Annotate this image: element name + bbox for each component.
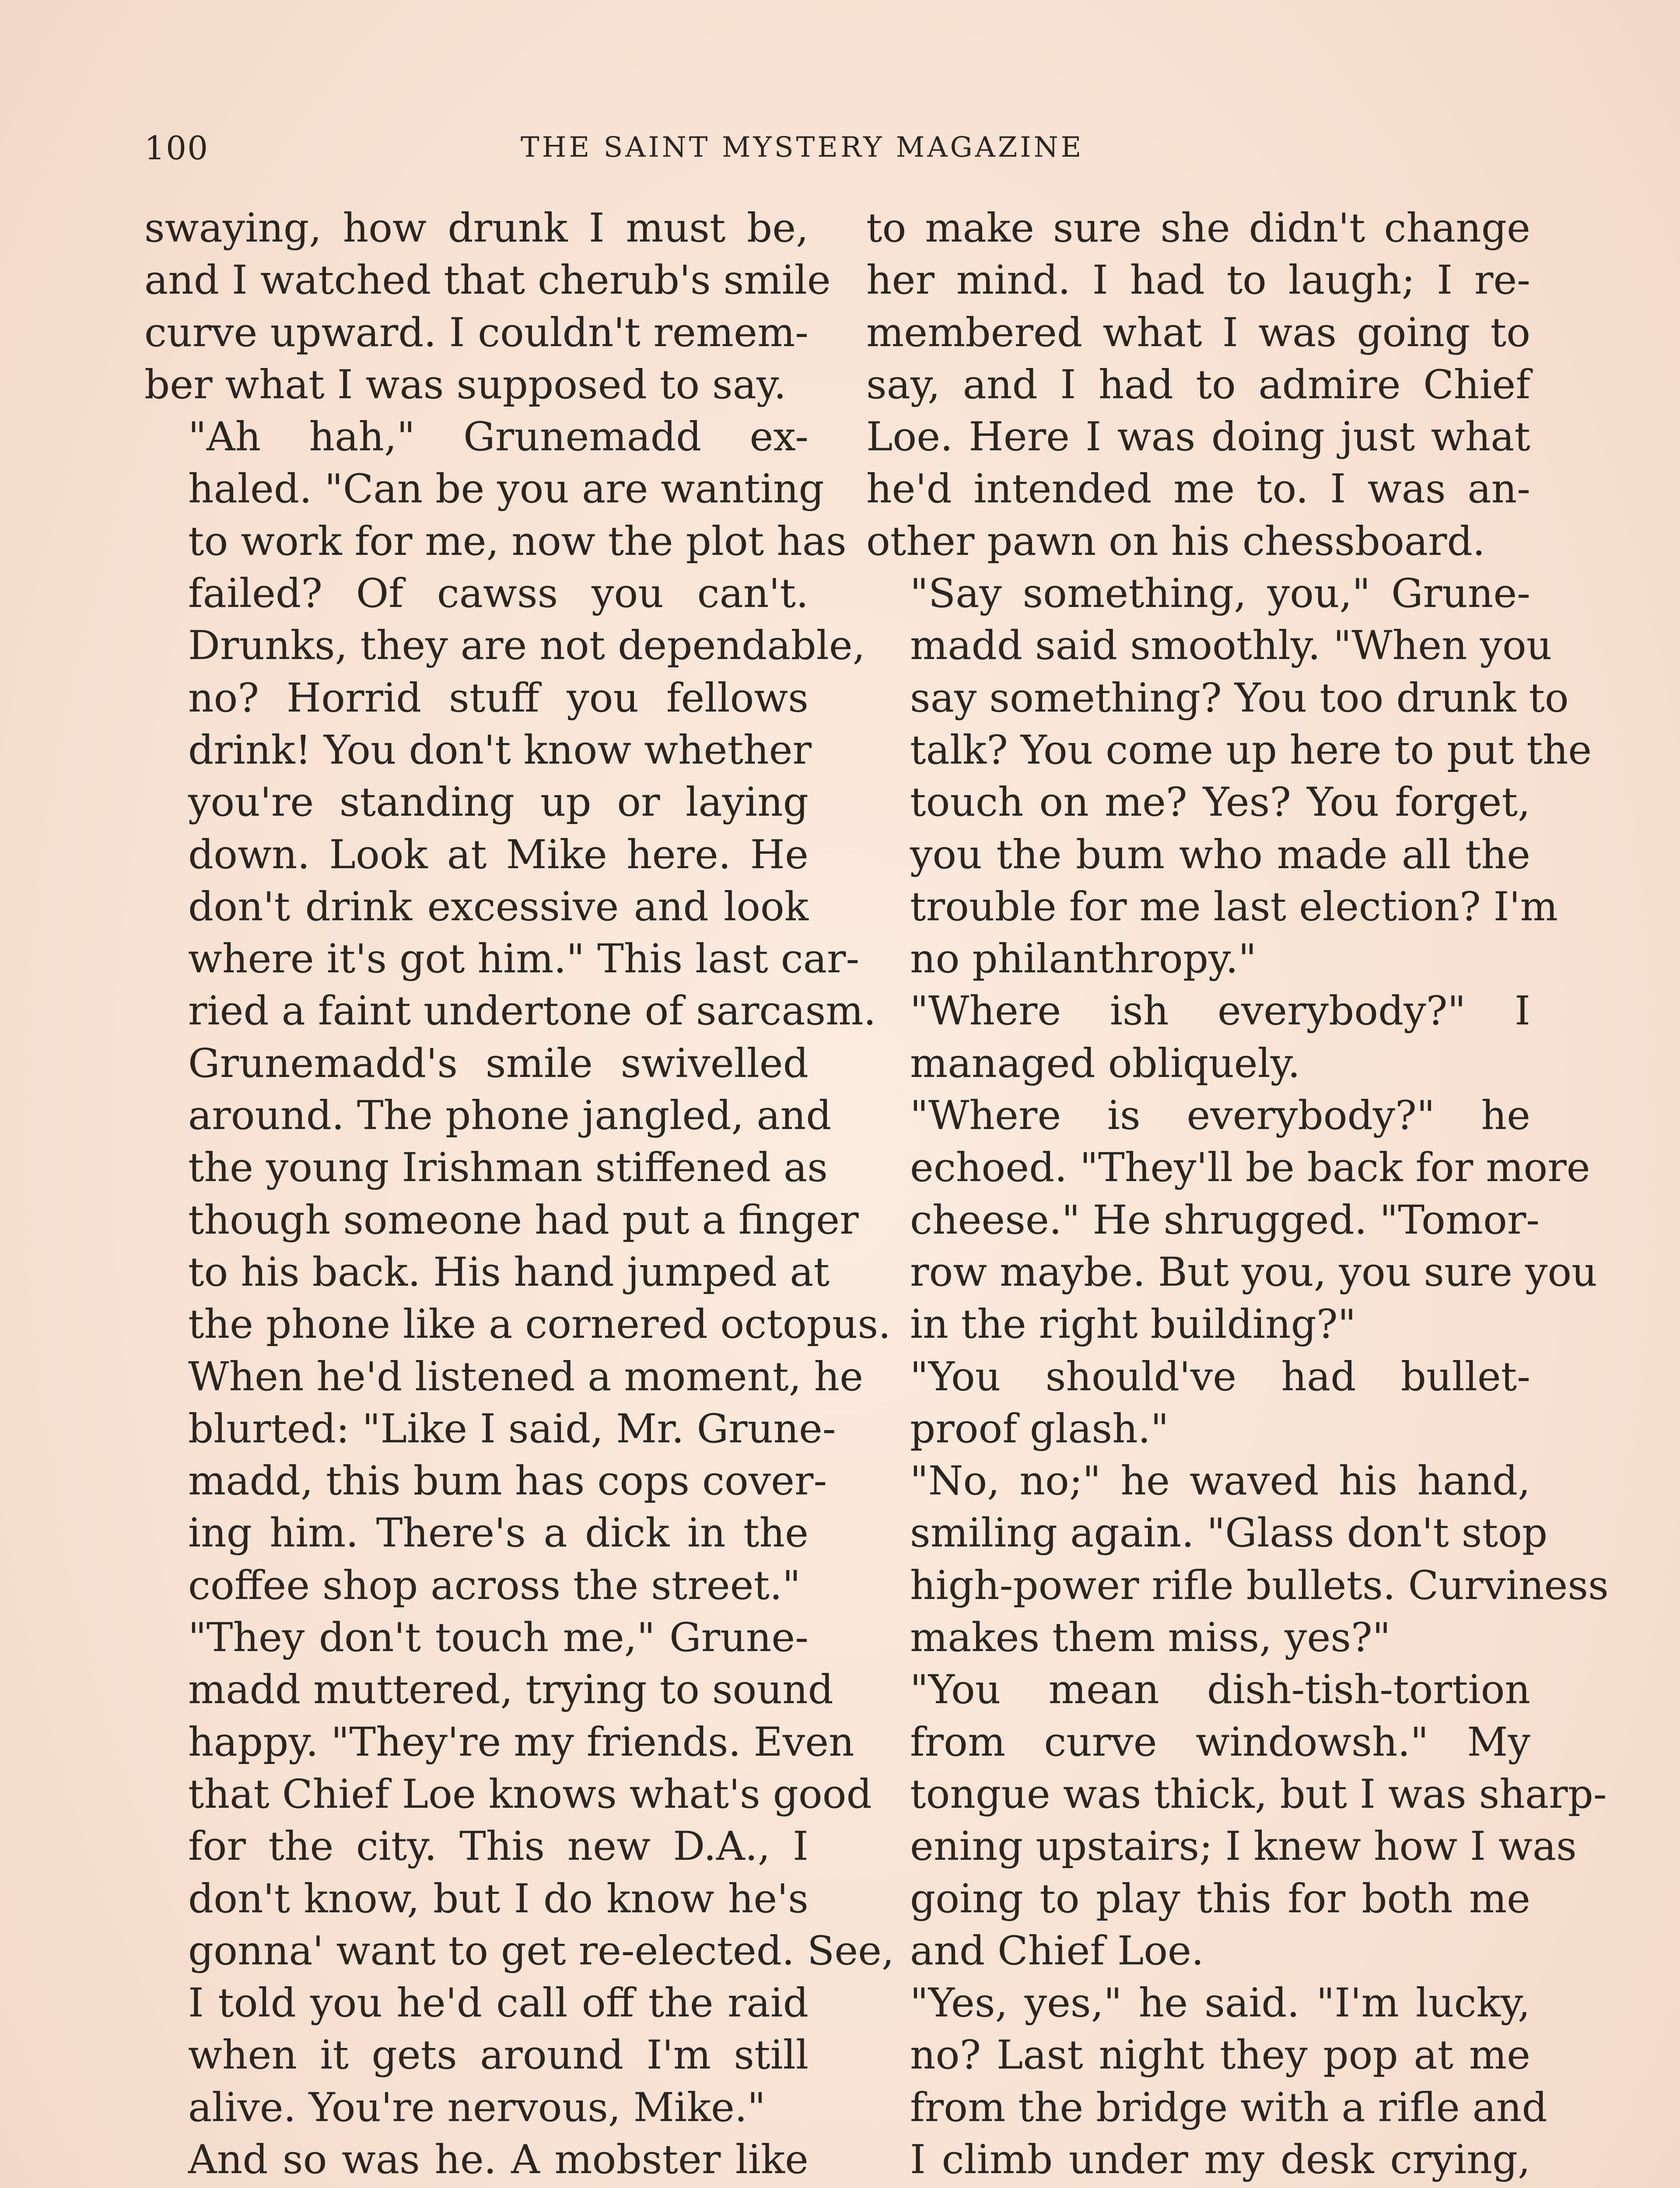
text-line: in the right building?": [910, 1301, 1356, 1348]
text-line: say something? You too drunk to: [910, 675, 1569, 721]
text-line: gonna' want to get re-elected. See,: [188, 1928, 894, 1974]
text-line: to make sure she didn't change: [866, 205, 1530, 251]
text-line: proof glash.": [910, 1406, 1169, 1452]
page-number: 100: [144, 130, 209, 167]
text-line: membered what I was going to: [866, 309, 1530, 356]
paragraph: [144, 411, 876, 1038]
paragraph: [866, 1090, 1597, 1350]
text-line: smiling again. "Glass don't stop: [910, 1510, 1548, 1557]
text-line: that Chief Loe knows what's good: [188, 1771, 872, 1817]
text-line: I told you he'd call off the raid: [188, 1980, 808, 2027]
text-line: curve upward. I couldn't remem-: [144, 309, 808, 356]
text-line: don't drink excessive and look: [188, 884, 808, 930]
paragraph: [144, 1038, 891, 1612]
text-line: "Ah hah," Grunemadd ex-: [188, 414, 808, 460]
text-line: "They don't touch me," Grune-: [188, 1615, 808, 1661]
text-line: blurted: "Like I said, Mr. Grune-: [188, 1406, 836, 1452]
text-line: to work for me, now the plot has: [188, 518, 847, 565]
text-line: down. Look at Mike here. He: [188, 831, 808, 878]
text-line: trouble for me last election? I'm: [910, 884, 1558, 930]
text-line: drink! You don't know whether: [188, 727, 812, 773]
text-line: alive. You're nervous, Mike.": [188, 2084, 766, 2131]
text-line: going to play this for both me: [910, 1876, 1530, 1922]
text-line: madd muttered, trying to sound: [188, 1667, 833, 1713]
text-line: her mind. I had to laugh; I re-: [866, 257, 1530, 304]
text-line: cheese." He shrugged. "Tomor-: [910, 1197, 1540, 1243]
text-line: from the bridge with a rifle and: [910, 2084, 1547, 2131]
text-line: Grunemadd's smile swivelled: [188, 1040, 808, 1087]
paragraph: [866, 1455, 1609, 1664]
text-line: say, and I had to admire Chief: [866, 361, 1530, 408]
text-line: madd, this bum has cops cover-: [188, 1458, 827, 1504]
paragraph: [866, 202, 1530, 568]
text-line: talk? You come up here to put the: [910, 727, 1592, 773]
text-line: When he'd listened a moment, he: [188, 1353, 864, 1400]
text-line: no philanthropy.": [910, 936, 1257, 982]
text-line: [144, 2186, 808, 2188]
paragraph: [866, 1664, 1607, 1977]
text-line: ening upstairs; I knew how I was: [910, 1823, 1577, 1870]
text-line: managed obliquely.: [910, 1040, 1301, 1087]
text-line: don't know, but I do know he's: [188, 1876, 808, 1922]
paragraph: [866, 568, 1592, 985]
text-line: ried a faint undertone of sarcasm.: [188, 988, 876, 1034]
text-line: "You mean dish-tish-tortion: [910, 1667, 1530, 1713]
text-line: "You should've had bullet-: [910, 1353, 1530, 1400]
text-line: when it gets around I'm still: [188, 2032, 808, 2079]
text-line: "Where is everybody?" he: [910, 1093, 1530, 1139]
text-line: he'd intended me to. I was an-: [866, 466, 1530, 512]
text-line: where it's got him." This last car-: [188, 936, 860, 982]
text-line: from curve windowsh." My: [910, 1719, 1530, 1765]
text-line: coffee shop across the street.": [188, 1562, 801, 1609]
text-line: Loe. Here I was doing just what: [866, 414, 1530, 460]
right-column: [866, 202, 1609, 2188]
text-line: And so was he. A mobster like: [188, 2136, 808, 2183]
paragraph: [144, 1612, 894, 2134]
text-line: you the bum who made all the: [910, 831, 1530, 878]
text-line: and I watched that cherub's smile: [144, 257, 831, 304]
text-line: for the city. This new D.A., I: [188, 1823, 808, 1870]
text-line: ing him. There's a dick in the: [188, 1510, 808, 1557]
text-line: [866, 2186, 1530, 2188]
text-line: you're standing up or laying: [188, 779, 808, 826]
text-line: makes them miss, yes?": [910, 1615, 1391, 1661]
text-line: tongue was thick, but I was sharp-: [910, 1771, 1607, 1817]
text-line: "Where ish everybody?" I: [910, 988, 1530, 1034]
text-line: Drunks, they are not dependable,: [188, 623, 865, 669]
text-line: madd said smoothly. "When you: [910, 623, 1552, 669]
text-line: high-power rifle bullets. Curviness: [910, 1562, 1609, 1609]
running-head: THE SAINT MYSTERY MAGAZINE: [521, 131, 1084, 164]
text-line: "No, no;" he waved his hand,: [910, 1458, 1530, 1504]
text-line: around. The phone jangled, and: [188, 1093, 832, 1139]
text-line: other pawn on his chessboard.: [866, 518, 1485, 565]
text-line: echoed. "They'll be back for more: [910, 1145, 1590, 1191]
left-column: [144, 202, 894, 2188]
text-line: haled. "Can be you are wanting: [188, 466, 824, 512]
text-line: I climb under my desk crying,: [910, 2136, 1530, 2183]
text-line: row maybe. But you, you sure you: [910, 1249, 1597, 1295]
text-line: ber what I was supposed to say.: [144, 361, 787, 408]
paragraph: [866, 1977, 1547, 2188]
text-line: "Say something, you," Grune-: [910, 571, 1530, 617]
text-line: though someone had put a finger: [188, 1197, 859, 1243]
text-line: swaying, how drunk I must be,: [144, 205, 808, 251]
paragraph: [144, 202, 831, 411]
text-line: to his back. His hand jumped at: [188, 1249, 830, 1295]
text-line: and Chief Loe.: [910, 1928, 1204, 1974]
paragraph: [144, 2134, 808, 2188]
text-line: failed? Of cawss you can't.: [188, 571, 808, 617]
paragraph: [866, 1351, 1530, 1455]
text-line: touch on me? Yes? You forget,: [910, 779, 1530, 826]
text-line: no? Horrid stuff you fellows: [188, 675, 808, 721]
text-line: the young Irishman stiffened as: [188, 1145, 828, 1191]
text-line: no? Last night they pop at me: [910, 2032, 1530, 2079]
text-line: "Yes, yes," he said. "I'm lucky,: [910, 1980, 1530, 2027]
text-line: happy. "They're my friends. Even: [188, 1719, 854, 1765]
paragraph: [866, 985, 1530, 1090]
text-line: the phone like a cornered octopus.: [188, 1301, 891, 1348]
